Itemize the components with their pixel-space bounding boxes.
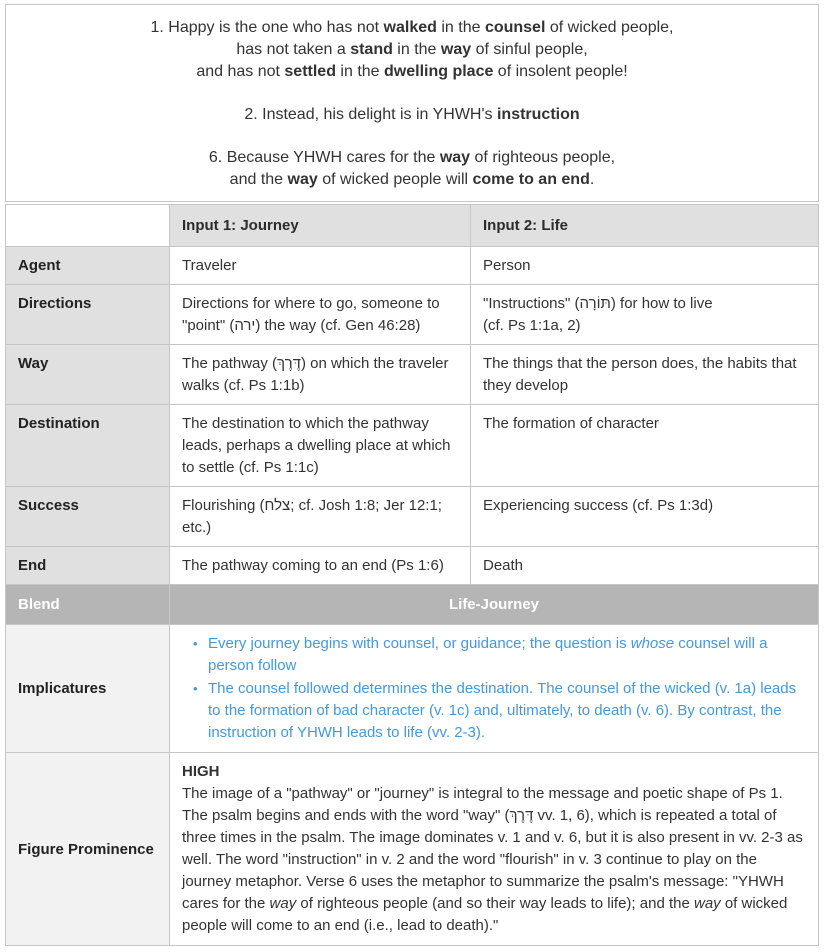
table-row bbox=[6, 487, 819, 547]
table-row bbox=[6, 547, 819, 585]
prominence-body: The image of a "pathway" or "journey" is integral to the message and poetic shape of Ps 1. The psalm begins and ends with the word "way" (דֶּרֶךְ vv. 1, 6), which is repeated a total of three times in the psalm. The image dominates v. 1 and v. 6, but it is also present in vv. 2-3 as well. The word "instruction" in v. 2 and the word "flourish" in v. 3 continue to play on the journey metaphor. Verse 6 uses the metaphor to summarize the psalm's message: "YHWH cares for the way of righteous people (and so their way leads to life); and the way of wicked people will come to an end (i.e., lead to death)." bbox=[182, 785, 803, 934]
figure-prominence-row bbox=[6, 753, 819, 946]
prominence-rating: HIGH bbox=[182, 763, 220, 780]
blend-row bbox=[6, 585, 819, 625]
row-label: Destination bbox=[6, 405, 170, 487]
input-rows bbox=[6, 247, 819, 585]
life-cell: "Instructions" (תּוֹרָה) for how to live (cf. Ps 1:1a, 2) bbox=[471, 285, 819, 345]
implicatures-cell bbox=[170, 625, 819, 753]
row-label: Figure Prominence bbox=[6, 753, 170, 946]
row-label: Success bbox=[6, 487, 170, 547]
table-row bbox=[6, 345, 819, 405]
journey-cell: Directions for where to go, someone to "point" (ירה) the way (cf. Gen 46:28) bbox=[170, 285, 471, 345]
implicatures-list bbox=[182, 633, 804, 744]
blend-value: Life-Journey bbox=[170, 585, 819, 625]
implicatures-row bbox=[6, 625, 819, 753]
corner-cell bbox=[6, 205, 170, 247]
verse-line: 1. Happy is the one who has not walked in the counsel of wicked people, bbox=[150, 19, 674, 36]
col-header-life: Input 2: Life bbox=[471, 205, 819, 247]
psalm-text-panel bbox=[5, 4, 819, 202]
life-cell: The things that the person does, the habits that they develop bbox=[471, 345, 819, 405]
blend-analysis-table bbox=[5, 204, 819, 946]
journey-cell: Traveler bbox=[170, 247, 471, 285]
journey-cell: Flourishing (צלח; cf. Josh 1:8; Jer 12:1; etc.) bbox=[170, 487, 471, 547]
table-row bbox=[6, 285, 819, 345]
life-cell: Person bbox=[471, 247, 819, 285]
row-label: Directions bbox=[6, 285, 170, 345]
row-label: Blend bbox=[6, 585, 170, 625]
verse-block bbox=[36, 104, 788, 126]
table-header-row bbox=[6, 205, 819, 247]
implicature-item: • The counsel followed determines the destination. The counsel of the wicked (v. 1a) leads to the formation of bad character (v. 1c) and, ultimately, to death (v. 6). By contrast, the instruction of YHWH leads to life (vv. 2-3). bbox=[182, 678, 804, 744]
col-header-journey: Input 1: Journey bbox=[170, 205, 471, 247]
blend-rows bbox=[6, 585, 819, 946]
life-cell: Experiencing success (cf. Ps 1:3d) bbox=[471, 487, 819, 547]
verse-block bbox=[36, 147, 788, 191]
table-row bbox=[6, 405, 819, 487]
verse-line: and has not settled in the dwelling place of insolent people! bbox=[196, 63, 628, 80]
verse-line: 6. Because YHWH cares for the way of righteous people, bbox=[208, 149, 616, 166]
implicature-item: • Every journey begins with counsel, or guidance; the question is whose counsel will a person follow bbox=[182, 633, 804, 677]
journey-cell: The pathway (דֶּרֶךְ) on which the traveler walks (cf. Ps 1:1b) bbox=[170, 345, 471, 405]
row-label: Agent bbox=[6, 247, 170, 285]
row-label: Way bbox=[6, 345, 170, 405]
journey-cell: The pathway coming to an end (Ps 1:6) bbox=[170, 547, 471, 585]
verse-line: has not taken a stand in the way of sinful people, bbox=[236, 41, 588, 58]
life-cell: Death bbox=[471, 547, 819, 585]
figure-prominence-cell bbox=[170, 753, 819, 946]
row-label: Implicatures bbox=[6, 625, 170, 753]
row-label: End bbox=[6, 547, 170, 585]
journey-cell: The destination to which the pathway leads, perhaps a dwelling place at which to settle (cf. Ps 1:1c) bbox=[170, 405, 471, 487]
verse-line: 2. Instead, his delight is in YHWH's instruction bbox=[244, 106, 580, 123]
verse-line: and the way of wicked people will come to an end. bbox=[229, 171, 595, 188]
verse-block bbox=[36, 17, 788, 83]
table-row bbox=[6, 247, 819, 285]
life-cell: The formation of character bbox=[471, 405, 819, 487]
